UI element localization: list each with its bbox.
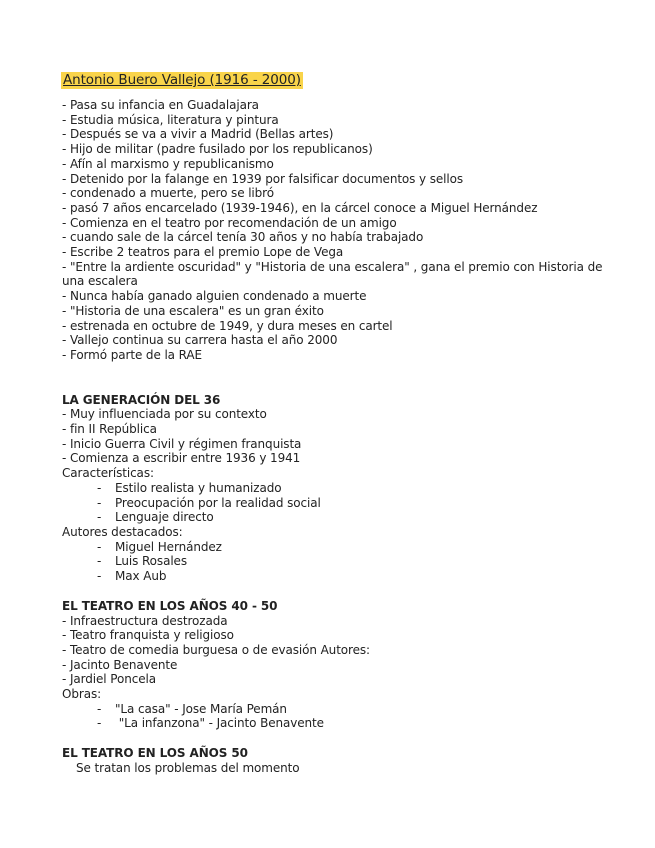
sub-list-item: [62, 702, 622, 717]
dash-marker: -: [97, 539, 102, 554]
document-title: Antonio Buero Vallejo (1916 - 2000): [63, 72, 301, 88]
sub-list-item-text: Max Aub: [115, 569, 167, 584]
sub-list-item: [62, 510, 622, 525]
sub-list-item: [62, 554, 622, 569]
bio-line: - Vallejo continua su carrera hasta el año 2000: [62, 333, 338, 348]
section-spacer: [62, 584, 622, 599]
bio-line: - Escribe 2 teatros para el premio Lope de Vega: [62, 245, 344, 260]
bio-line: - Hijo de militar (padre fusilado por los republicanos): [62, 142, 373, 157]
section-heading: EL TEATRO EN LOS AÑOS 40 - 50: [62, 598, 278, 613]
list-item: - Jacinto Benavente: [62, 657, 178, 672]
list-item: - Inicio Guerra Civil y régimen franquista: [62, 436, 302, 451]
section-spacer: [62, 363, 622, 393]
bio-line: - cuando sale de la cárcel tenía 30 años y no había trabajado: [62, 230, 424, 245]
section-theatre-40-50: [62, 599, 622, 731]
list-item: - Comienza a escribir entre 1936 y 1941: [62, 451, 301, 466]
section-text: Se tratan los problemas del momento: [76, 760, 300, 775]
sub-list-item-text: Miguel Hernández: [115, 539, 222, 554]
bio-line: - Formó parte de la RAE: [62, 347, 202, 362]
bio-line: - Estudia música, literatura y pintura: [62, 112, 279, 127]
bio-line: - Nunca había ganado alguien condenado a muerte: [62, 289, 367, 304]
dash-marker: -: [97, 480, 102, 495]
bio-line: - Comienza en el teatro por recomendación de un amigo: [62, 215, 397, 230]
list-item: - Muy influenciada por su contexto: [62, 407, 267, 422]
list-item: - Teatro franquista y religioso: [62, 628, 234, 643]
sub-list-item: [62, 540, 622, 555]
sub-list-item: [62, 569, 622, 584]
sub-list-item-text: "La casa" - Jose María Pemán: [115, 701, 287, 716]
document-page: [62, 72, 622, 776]
sub-list-item-text: Preocupación por la realidad social: [115, 495, 321, 510]
sub-list-item: [62, 716, 622, 731]
bio-line: - pasó 7 años encarcelado (1939-1946), en la cárcel conoce a Miguel Hernández: [62, 200, 538, 215]
works-label: Obras:: [62, 687, 102, 702]
section-heading: LA GENERACIÓN DEL 36: [62, 392, 221, 407]
bio-line: - estrenada en octubre de 1949, y dura meses en cartel: [62, 318, 393, 333]
bio-line: - Pasa su infancia en Guadalajara: [62, 98, 259, 112]
features-label: Características:: [62, 466, 154, 481]
sub-list-item: [62, 496, 622, 511]
bio-line: - condenado a muerte, pero se libró: [62, 186, 274, 201]
sub-list-item: [62, 481, 622, 496]
bio-line: - "Historia de una escalera" es un gran éxito: [62, 303, 324, 318]
dash-marker: -: [97, 716, 102, 731]
bio-line: - Detenido por la falange en 1939 por falsificar documentos y sellos: [62, 171, 464, 186]
bio-line: - Afín al marxismo y republicanismo: [62, 156, 274, 171]
list-item: - Infraestructura destrozada: [62, 613, 228, 628]
list-item: - fin II República: [62, 422, 157, 437]
dash-marker: -: [97, 510, 102, 525]
list-item: - Jardiel Poncela: [62, 672, 156, 687]
dash-marker: -: [97, 554, 102, 569]
bio-line: - Después se va a vivir a Madrid (Bellas artes): [62, 127, 334, 142]
dash-marker: -: [97, 701, 102, 716]
list-item: - Teatro de comedia burguesa o de evasión Autores:: [62, 642, 370, 657]
sub-list-item-text: Lenguaje directo: [115, 510, 214, 525]
section-spacer: [62, 731, 622, 746]
sub-list-item-text: Estilo realista y humanizado: [115, 480, 282, 495]
bio-line: - "Entre la ardiente oscuridad" y "Historia de una escalera" , gana el premio con Historia de una escalera: [62, 259, 603, 289]
sub-list-item-text: Luis Rosales: [115, 554, 187, 569]
dash-marker: -: [97, 569, 102, 584]
dash-marker: -: [97, 495, 102, 510]
sub-list-item-text: "La infanzona" - Jacinto Benavente: [115, 716, 324, 731]
authors-label: Autores destacados:: [62, 524, 183, 539]
section-heading: EL TEATRO EN LOS AÑOS 50: [62, 746, 248, 761]
biography-list: [62, 98, 622, 363]
section-generation-36: [62, 393, 622, 584]
section-theatre-50: [62, 746, 622, 775]
